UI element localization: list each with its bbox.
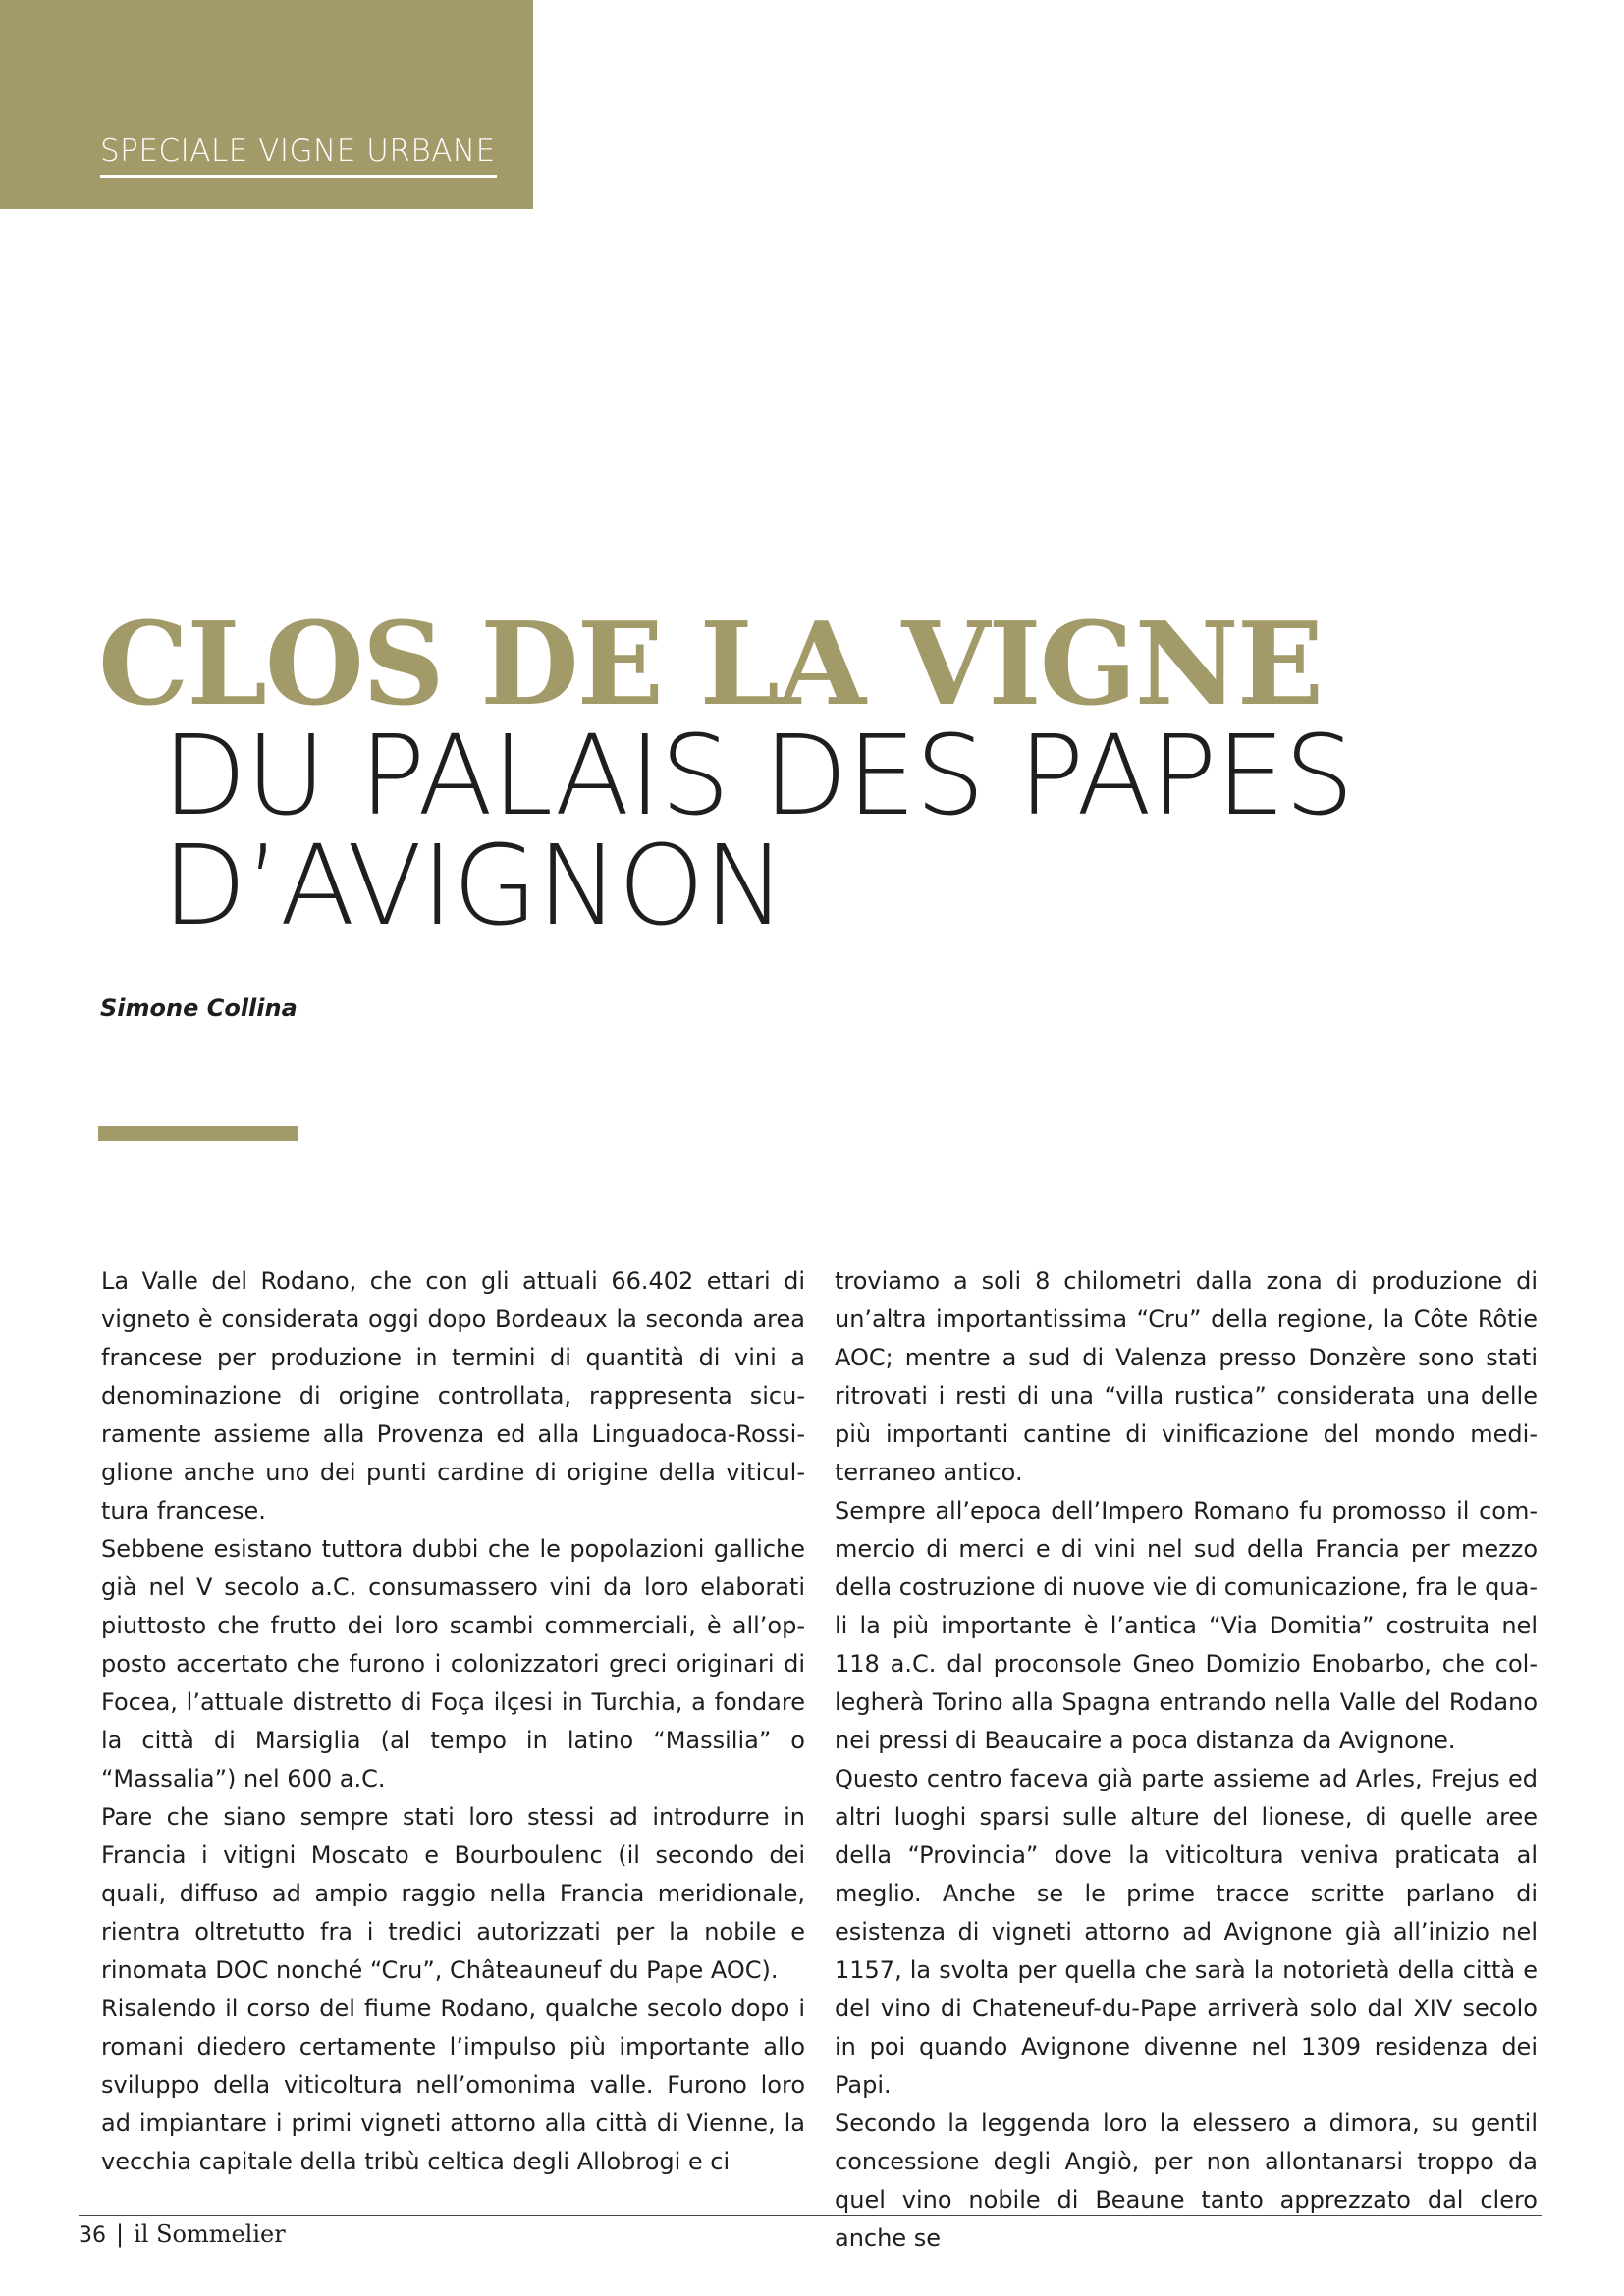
section-label: SPECIALE VIGNE URBANE (100, 133, 496, 169)
paragraph: Sebbene esistano tuttora dubbi che le popolazioni galliche già nel V secolo a.C. consumassero vini da loro elaborati piuttosto che frutto dei loro scambi commerciali, è all’opposto accertato che furono i colonizzatori greci originari di Focea, l’attuale distretto di Foça ilçesi in Turchia, a fondare la città di Marsiglia (al tempo in latino “Massilia” o “Massalia”) nel 600 a.C. (101, 1535, 805, 1792)
article-title: CLOS DE LA VIGNE (98, 598, 1323, 731)
section-label-underline (100, 175, 497, 178)
paragraph: La Valle del Rodano, che con gli attuali 66.402 ettari di vigneto è considerata oggi dopo Bordeaux la seconda area francese per produzione in termini di quantità di vini a denominazione di origine controllata, rappresenta sicuramente assieme alla Provenza ed alla Linguadoca-Rossiglione anche uno dei punti cardine di origine della viticultura francese. (101, 1267, 805, 1524)
paragraph: Risalendo il corso del fiume Rodano, qualche secolo dopo i romani diedero certamente l’impulso più importante allo sviluppo della viticoltura nell’omonima valle. Furono loro ad impiantare i primi vigneti attorno alla città di Vienne, la vecchia capitale della tribù celtica degli Allobrogi e ci (101, 1995, 805, 2175)
accent-divider (98, 1126, 298, 1141)
author-byline: Simone Collina (100, 994, 298, 1022)
paragraph: Secondo la leggenda loro la elessero a dimora, su gentil concessione degli Angiò, per non allontanarsi troppo da quel vino nobile di Beaune tanto apprezzato dal clero anche se (835, 2109, 1538, 2252)
article-subtitle (162, 713, 1354, 950)
footer-rule (79, 2215, 1542, 2216)
paragraph: Sempre all’epoca dell’Impero Romano fu promosso il commercio di merci e di vini nel sud della Francia per mezzo della costruzione di nuove vie di comunicazione, fra le quali la più importante è l’antica “Via Domitia” costruita nel 118 a.C. dal proconsole Gneo Domizio Enobarbo, che collegherà Torino alla Spagna entrando nella Valle del Rodano nei pressi di Beaucaire a poca distanza da Avignone. (835, 1497, 1538, 1754)
body-column-right (835, 1262, 1538, 2258)
article-subtitle-line-2: D’AVIGNON (162, 823, 785, 950)
magazine-name: il Sommelier (134, 2220, 286, 2248)
paragraph: Questo centro faceva già parte assieme ad Arles, Frejus ed altri luoghi sparsi sulle alture del lionese, di quelle aree della “Provincia” dove la viticoltura veniva praticata al meglio. Anche se le prime tracce scritte parlano di esistenza di vigneti attorno ad Avignone già all’inizio nel 1157, la svolta per quella che sarà la notorietà della città e del vino di Chateneuf-du-Pape arriverà solo dal XIV secolo in poi quando Avignone divenne nel 1309 residenza dei Papi. (835, 1765, 1538, 2099)
paragraph: Pare che siano sempre stati loro stessi ad introdurre in Francia i vitigni Moscato e Bourboulenc (il secondo dei quali, diffuso ad ampio raggio nella Francia meridionale, rientra oltretutto fra i tredici autorizzati per la nobile e rinomata DOC nonché “Cru”, Châteauneuf du Pape AOC). (101, 1803, 805, 1984)
section-header-band (0, 0, 533, 209)
footer-separator: | (116, 2220, 125, 2248)
article-subtitle-line-1: DU PALAIS DES PAPES (162, 713, 1354, 840)
body-column-left (101, 1262, 805, 2181)
page-footer (79, 2220, 286, 2248)
paragraph: troviamo a soli 8 chilometri dalla zona di produzione di un’altra importantissima “Cru” della regione, la Côte Rôtie AOC; mentre a sud di Valenza presso Donzère sono stati ritrovati i resti di una “villa rustica” considerata una delle più importanti cantine di vinificazione del mondo mediterraneo antico. (835, 1267, 1538, 1486)
page-number: 36 (79, 2223, 106, 2248)
